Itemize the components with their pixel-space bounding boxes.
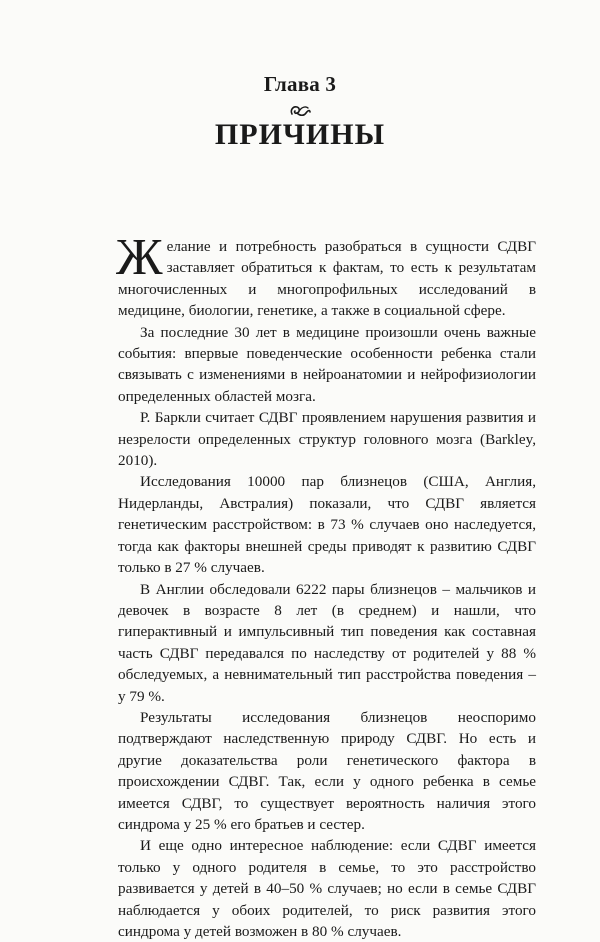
paragraph-2: За последние 30 лет в медицине произошли очень важные события: впервые поведенческие особенности ребенка стали связывать с изменениями в нейроанатомии и нейрофизиологии определенных областей мозга. xyxy=(118,323,536,405)
chapter-body-text xyxy=(116,229,536,942)
paragraph-1 xyxy=(116,229,536,322)
chapter-number: Глава 3 xyxy=(263,72,337,96)
paragraph-5: В Англии обследовали 6222 пары близнецов – мальчиков и девочек в возрасте 8 лет (в среднем) и нашли, что гиперактивный и импульсивный тип поведения как составная часть СДВГ передавался по наследству от родителей у 88 % обследуемых, а невнимательный тип расстройства поведения – у 79 %. xyxy=(118,580,536,705)
paragraph-7: И еще одно интересное наблюдение: если СДВГ имеется только у одного родителя в семье, то это расстройство развивается у детей в 40–50 % случаев; но если в семье СДВГ наблюдается у обоих родителей, то риск развития этого синдрома у детей возможен в 80 % случаев. xyxy=(118,837,536,940)
swirl-ornament-icon xyxy=(289,102,311,119)
paragraph-3: Р. Баркли считает СДВГ проявлением нарушения развития и незрелости определенных структур головного мозга (Barkley, 2010). xyxy=(118,409,536,470)
chapter-title: ПРИЧИНЫ xyxy=(214,118,386,151)
paragraph-4: Исследования 10000 пар близнецов (США, Англия, Нидерланды, Австралия) показали, что СДВГ является генетическим расстройством: в 73 % случаев оно наследуется, тогда как факторы внешней среды приводят к развитию СДВГ только в 27 % случаев. xyxy=(118,473,536,577)
paragraph-1-text: елание и потребность разобраться в сущности СДВГ заставляет обратиться к фактам, то есть к результатам многочисленных и многопрофильных исследований в медицине, биологии, генетике, а также в социальной сфере. xyxy=(118,238,536,320)
drop-cap-letter: Ж xyxy=(116,229,163,286)
paragraph-6: Результаты исследования близнецов неоспоримо подтверждают наследственную природу СДВГ. Но есть и другие доказательства роли генетического фактора в происхождении СДВГ. Так, если у одного ребенка в семье имеется СДВГ, то существует вероятность наличия этого синдрома у 25 % его братьев и сестер. xyxy=(118,708,536,833)
ornament xyxy=(0,103,600,119)
